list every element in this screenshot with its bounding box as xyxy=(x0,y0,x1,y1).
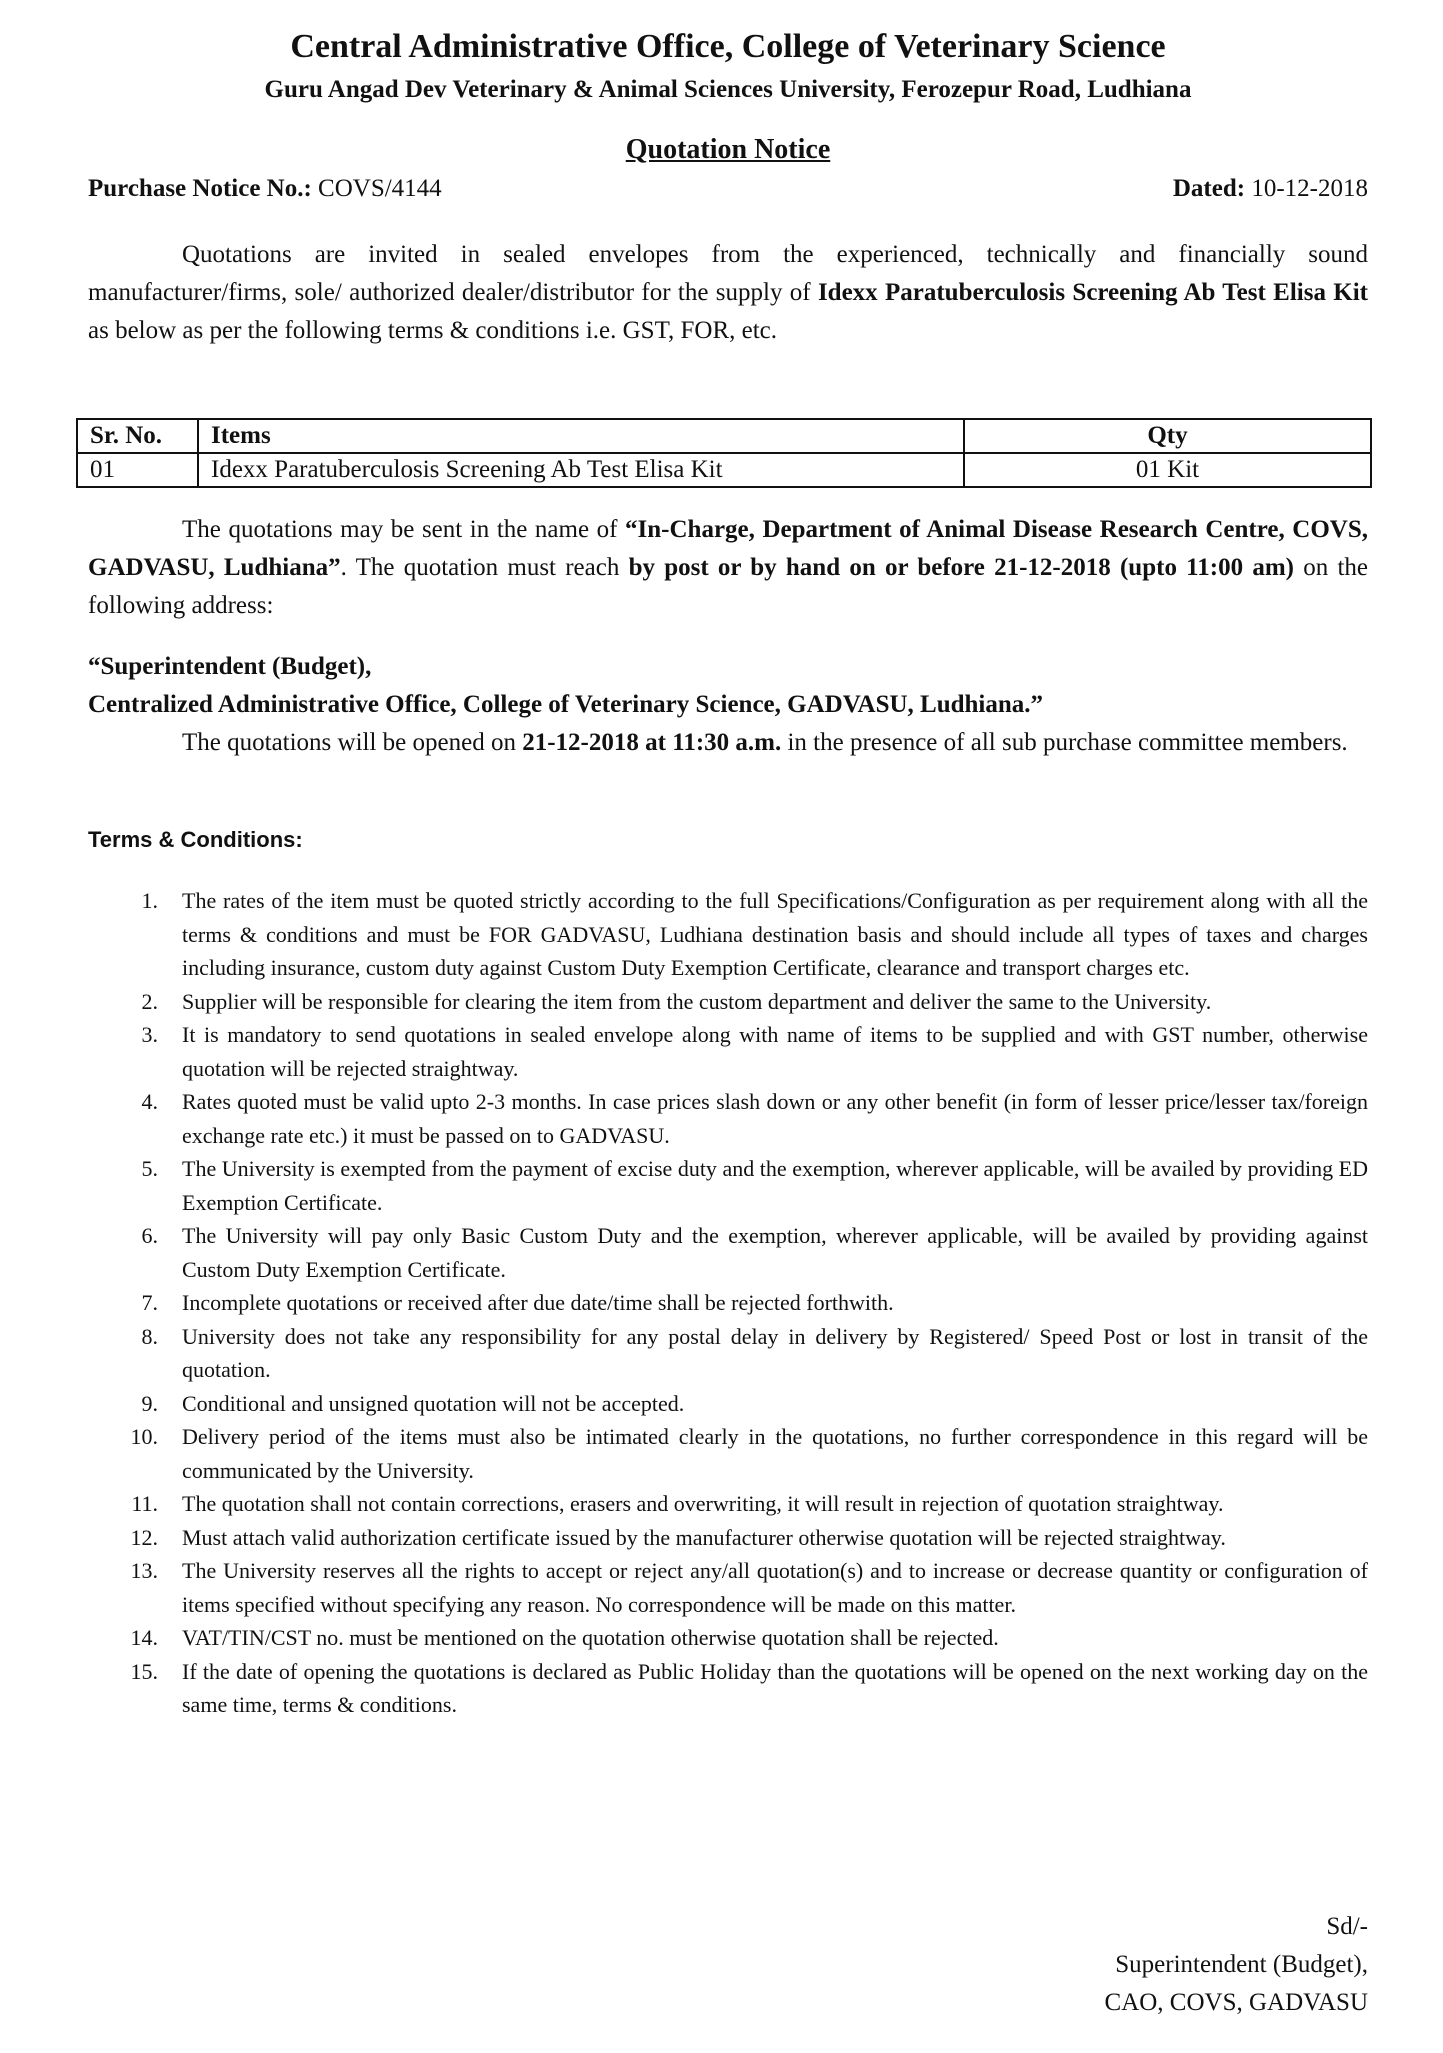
signature-sd: Sd/- xyxy=(1326,1913,1368,1940)
address-line-2: Centralized Administrative Office, College of Veterinary Science, GADVASU, Ludhiana.” xyxy=(88,691,1044,718)
opening-datetime: 21-12-2018 at 11:30 a.m. xyxy=(522,729,782,756)
list-item: 13. The University reserves all the rights to accept or reject any/all quotation(s) and to increase or decrease quantity or configuration of items specified without specifying any reason. No correspondence will be made on this matter. xyxy=(130,1558,1368,1617)
university-subtitle: Guru Angad Dev Veterinary & Animal Sciences University, Ferozepur Road, Ludhiana xyxy=(264,76,1192,103)
list-item: 5. The University is exempted from the payment of excise duty and the exemption, wherever applicable, will be availed by providing ED Exemption Certificate. xyxy=(141,1156,1368,1215)
submission-text: The quotations may be sent in the name of xyxy=(182,516,626,543)
list-item: 10. Delivery period of the items must also be intimated clearly in the quotations, no further correspondence in this regard will be communicated by the University. xyxy=(130,1424,1368,1483)
list-item: 12. Must attach valid authorization certificate issued by the manufacturer otherwise quotation will be rejected straightway. xyxy=(130,1524,1226,1550)
office-title: Central Administrative Office, College of Veterinary Science xyxy=(290,28,1166,65)
cell-qty: 01 Kit xyxy=(964,453,1371,487)
header-sr-no: Sr. No. xyxy=(77,419,198,453)
signature-designation: Superintendent (Budget), xyxy=(1115,1951,1368,1978)
opening-text-end: in the presence of all sub purchase committee members. xyxy=(781,729,1348,756)
submission-text-end: on the following address: xyxy=(88,554,1368,619)
list-item: 4. Rates quoted must be valid upto 2-3 months. In case prices slash down or any other benefit (in form of lesser price/lesser tax/foreign exchange rate etc.) it must be passed on to GADVASU. xyxy=(141,1089,1368,1148)
purchase-notice-number xyxy=(88,172,442,206)
list-item: 8. University does not take any responsibility for any postal delay in delivery by Registered/ Speed Post or lost in transit of the quotation. xyxy=(141,1323,1368,1382)
submission-deadline: by post or by hand on or before 21-12-2018 (upto 11:00 am) xyxy=(628,554,1294,581)
list-item: 15. If the date of opening the quotations is declared as Public Holiday than the quotations will be opened on the next working day on the same time, terms & conditions. xyxy=(130,1658,1368,1717)
intro-text: Quotations are invited in sealed envelopes from the experienced, technically and financially sound manufacturer/firms, sole/ authorized dealer/distributor for the supply of xyxy=(88,241,1368,306)
reference-row xyxy=(88,172,1368,206)
cell-sr-no: 01 xyxy=(77,453,198,487)
signature-office: CAO, COVS, GADVASU xyxy=(1104,1989,1368,2016)
date-value: 10-12-2018 xyxy=(1245,175,1368,202)
list-item: 7. Incomplete quotations or received after due date/time shall be rejected forthwith. xyxy=(141,1290,894,1315)
submission-addressee: “In-Charge, Department of Animal Disease Research Centre, COVS, GADVASU, Ludhiana” xyxy=(88,516,1368,581)
notice-value: COVS/4144 xyxy=(311,175,442,202)
list-item: 11. The quotation shall not contain corrections, erasers and overwriting, it will result in rejection of quotation straightway. xyxy=(131,1491,1224,1516)
list-item: 2. Supplier will be responsible for clearing the item from the custom department and deliver the same to the University. xyxy=(141,988,1212,1014)
notice-date xyxy=(1173,172,1368,206)
opening-paragraph xyxy=(88,724,1368,762)
address-line-1: “Superintendent (Budget), xyxy=(88,653,372,680)
submission-text-mid: . The quotation must reach xyxy=(340,554,629,581)
header-items: Items xyxy=(198,419,964,453)
cell-item: Idexx Paratuberculosis Screening Ab Test Elisa Kit xyxy=(198,453,964,487)
terms-list xyxy=(88,884,1368,1722)
intro-item-name: Idexx Paratuberculosis Screening Ab Test Elisa Kit xyxy=(817,279,1368,306)
notice-label: Purchase Notice No.: xyxy=(88,175,312,202)
items-table xyxy=(76,418,1372,488)
header-qty: Qty xyxy=(964,419,1371,453)
terms-heading: Terms & Conditions: xyxy=(88,827,303,852)
notice-heading: Quotation Notice xyxy=(625,134,831,165)
submission-paragraph xyxy=(88,511,1368,625)
intro-paragraph xyxy=(88,236,1368,350)
list-item: 1. The rates of the item must be quoted strictly according to the full Specifications/Configuration as per requirement along with all the terms & conditions and must be FOR GADVASU, Ludhiana destination basis and should include all types of taxes and charges including insurance, custom duty against Custom Duty Exemption Certificate, clearance and transport charges etc. xyxy=(141,888,1368,980)
date-label: Dated: xyxy=(1172,175,1246,202)
opening-text: The quotations will be opened on xyxy=(182,729,523,756)
list-item: 14. VAT/TIN/CST no. must be mentioned on the quotation otherwise quotation shall be rejected. xyxy=(130,1625,999,1650)
list-item: 6. The University will pay only Basic Custom Duty and the exemption, wherever applicable, will be availed by providing against Custom Duty Exemption Certificate. xyxy=(141,1223,1368,1282)
intro-text-end: as below as per the following terms & conditions i.e. GST, FOR, etc. xyxy=(88,317,778,344)
table-header-row xyxy=(77,419,1371,453)
list-item: 3. It is mandatory to send quotations in sealed envelope along with name of items to be supplied and with GST number, otherwise quotation will be rejected straightway. xyxy=(141,1022,1368,1081)
list-item: 9. Conditional and unsigned quotation will not be accepted. xyxy=(141,1390,685,1416)
table-row xyxy=(77,453,1371,487)
